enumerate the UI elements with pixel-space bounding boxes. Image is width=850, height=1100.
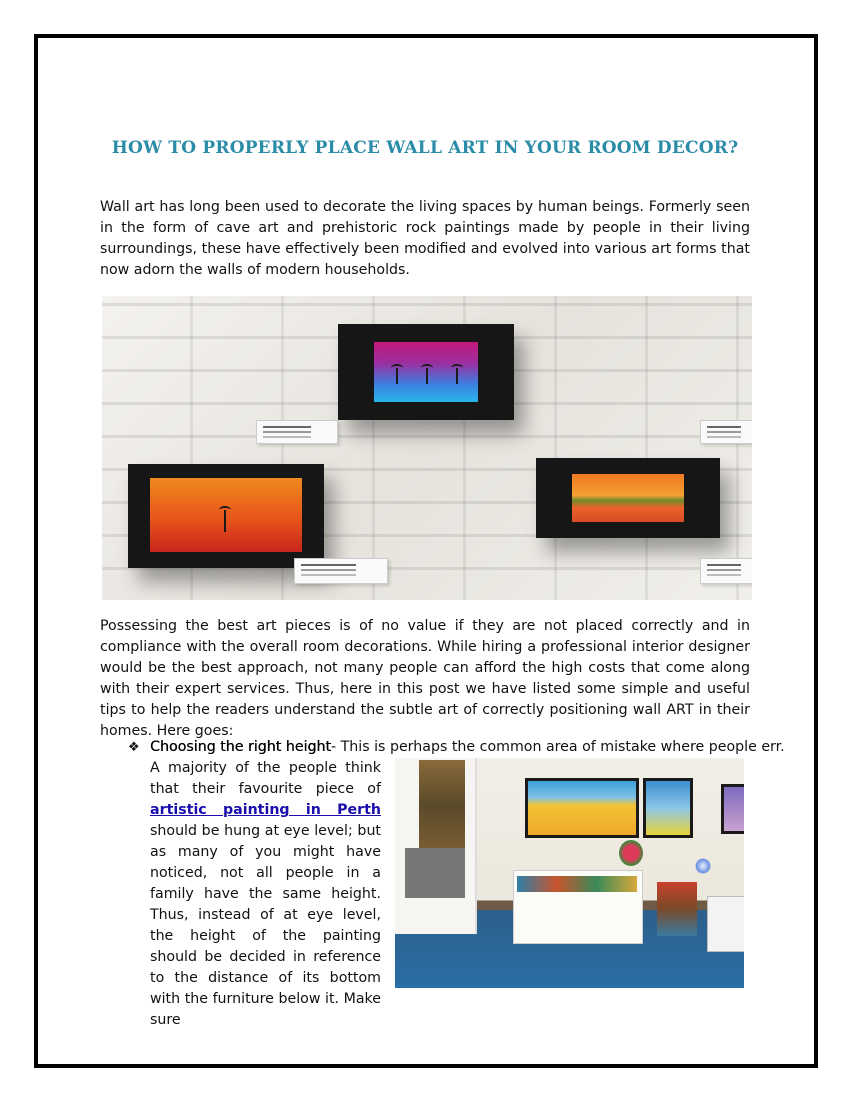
tree-icon [426, 368, 428, 384]
room-decor-photo [395, 758, 744, 988]
tree-icon [224, 510, 226, 532]
door-window [405, 848, 465, 898]
painting-orange-tree [150, 478, 302, 552]
painting-edge [721, 784, 744, 834]
page-title: HOW TO PROPERLY PLACE WALL ART IN YOUR ROOM DECOR? [111, 138, 739, 158]
bullet-text-after-link: should be hung at eye level; but as many of you might have noticed, not all people in a family have the same height. Thus, instead of at eye level, the height of the painting should be decided in reference to the distance of its bottom with the furniture below it. Make sure [150, 823, 381, 1028]
frame-right [536, 458, 720, 538]
label-card [256, 420, 338, 444]
body-paragraph: Possessing the best art pieces is of no value if they are not placed correctly and in compliance with the overall room decorations. While hiring a professional interior designer would be the best approach, not many people can afford the high costs that come along with their expert services. Thus, here in this post we have listed some simple and useful tips to help the readers understand the subtle art of correctly positioning wall ART in their homes. Here goes: [100, 618, 750, 739]
bullet-text-before-link: A majority of the people think that their favourite piece of [150, 760, 381, 797]
bullet-heading-line [150, 737, 785, 758]
tree-icon [396, 368, 398, 384]
label-card [294, 558, 388, 584]
side-cabinet [657, 882, 697, 936]
diamond-bullet-icon: ❖ [128, 740, 140, 755]
wall-art-photo [102, 296, 752, 600]
label-card [700, 420, 752, 444]
chair [707, 896, 744, 952]
tree-icon [456, 368, 458, 384]
frame-top [338, 324, 514, 420]
hanging-rug [419, 760, 465, 850]
painting-yellow [525, 778, 639, 838]
artistic-painting-link[interactable]: artistic painting in Perth [150, 802, 381, 818]
sideboard-drawers [517, 876, 637, 892]
painting-small [643, 778, 693, 838]
bullet-body [150, 758, 381, 1031]
painting-landscape [572, 474, 684, 522]
bullet-heading: Choosing the right height [150, 739, 331, 755]
bullet-heading-rest: - This is perhaps the common area of mistake where people err. [330, 739, 785, 755]
lamp-glow [695, 858, 711, 874]
intro-paragraph: Wall art has long been used to decorate the living spaces by human beings. Formerly seen in the form of cave art and prehistoric rock paintings made by people in their living surroundings, these have effectively been modified and evolved into various art forms that now adorn the walls of modern households. [100, 199, 750, 278]
frame-left [128, 464, 324, 568]
flower-vase [619, 840, 643, 866]
painting-sunset-purple [374, 342, 478, 402]
label-card [700, 558, 752, 584]
